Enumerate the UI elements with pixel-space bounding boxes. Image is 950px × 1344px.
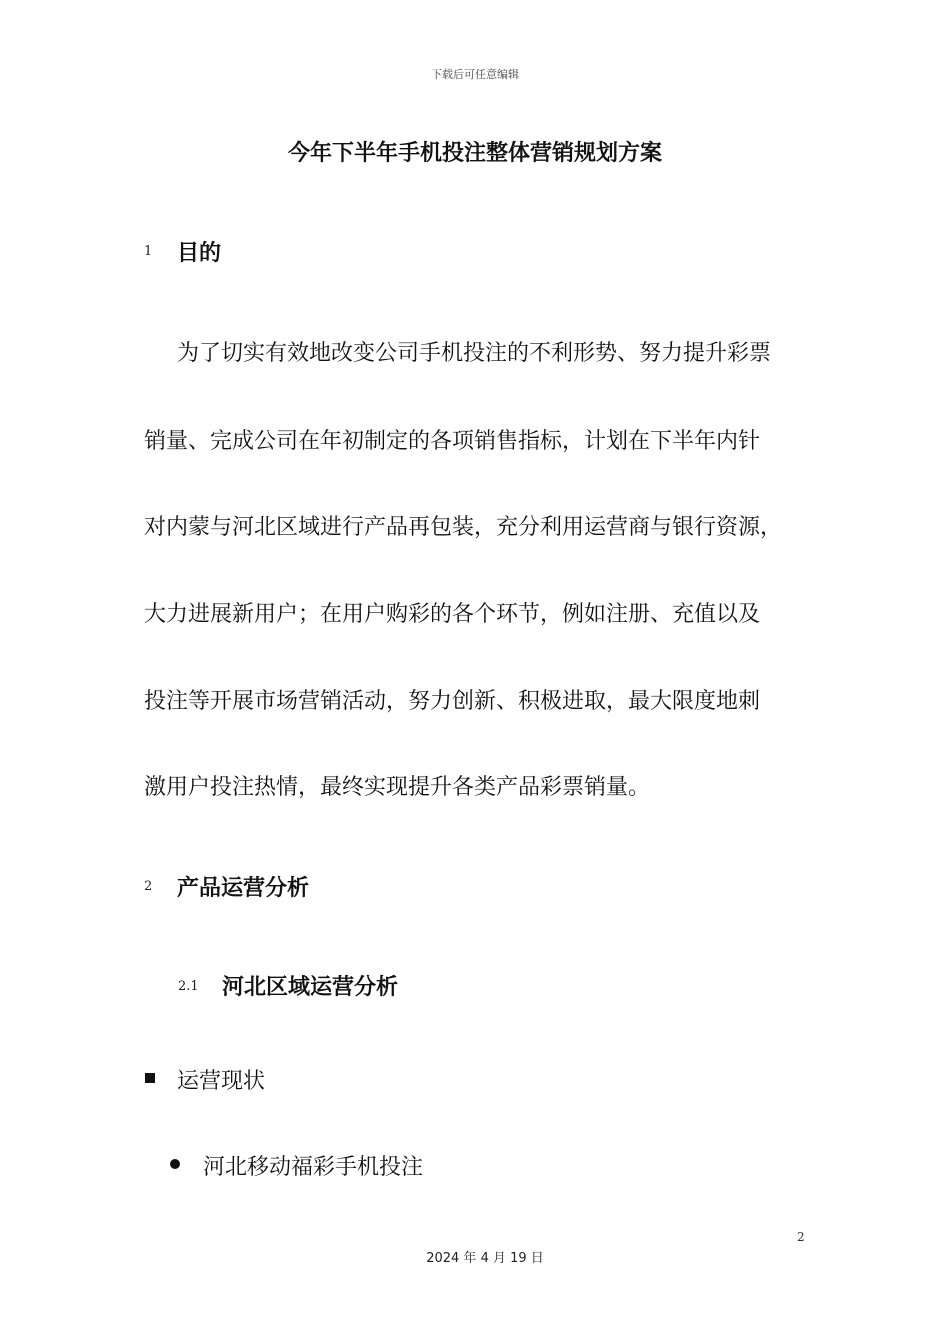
paragraph-line: 对内蒙与河北区域进行产品再包装，充分利用运营商与银行资源， [144,515,783,540]
paragraph-line: 销量、完成公司在年初制定的各项销售指标，计划在下半年内针 [144,429,761,454]
paragraph-line: 激用户投注热情，最终实现提升各类产品彩票销量。 [144,775,651,800]
list-item-status: 运营现状 [177,1069,266,1094]
section-1-title: 目的 [177,241,222,266]
paragraph-line: 大力进展新用户；在用户购彩的各个环节，例如注册、充值以及 [144,602,761,627]
list-item-hebei-mobile: 河北移动福彩手机投注 [203,1155,424,1180]
paragraph-line: 为了切实有效地改变公司手机投注的不利形势、努力提升彩票 [177,341,772,366]
paragraph-line: 投注等开展市场营销活动，努力创新、积极进取，最大限度地刺 [144,689,761,714]
section-2-number: 2 [144,879,153,894]
page-number: 2 [797,1230,805,1244]
square-bullet-icon [145,1073,155,1083]
subsection-2-1-number: 2.1 [178,979,199,994]
subsection-2-1-title: 河北区域运营分析 [222,975,399,1000]
footer-date: 2024 年 4 月 19 日 [426,1251,544,1266]
circle-bullet-icon [170,1159,180,1169]
section-2-title: 产品运营分析 [177,876,310,901]
document-title: 今年下半年手机投注整体营销规划方案 [287,141,662,166]
section-1-number: 1 [144,244,153,259]
header-note: 下载后可任意编辑 [431,68,519,81]
